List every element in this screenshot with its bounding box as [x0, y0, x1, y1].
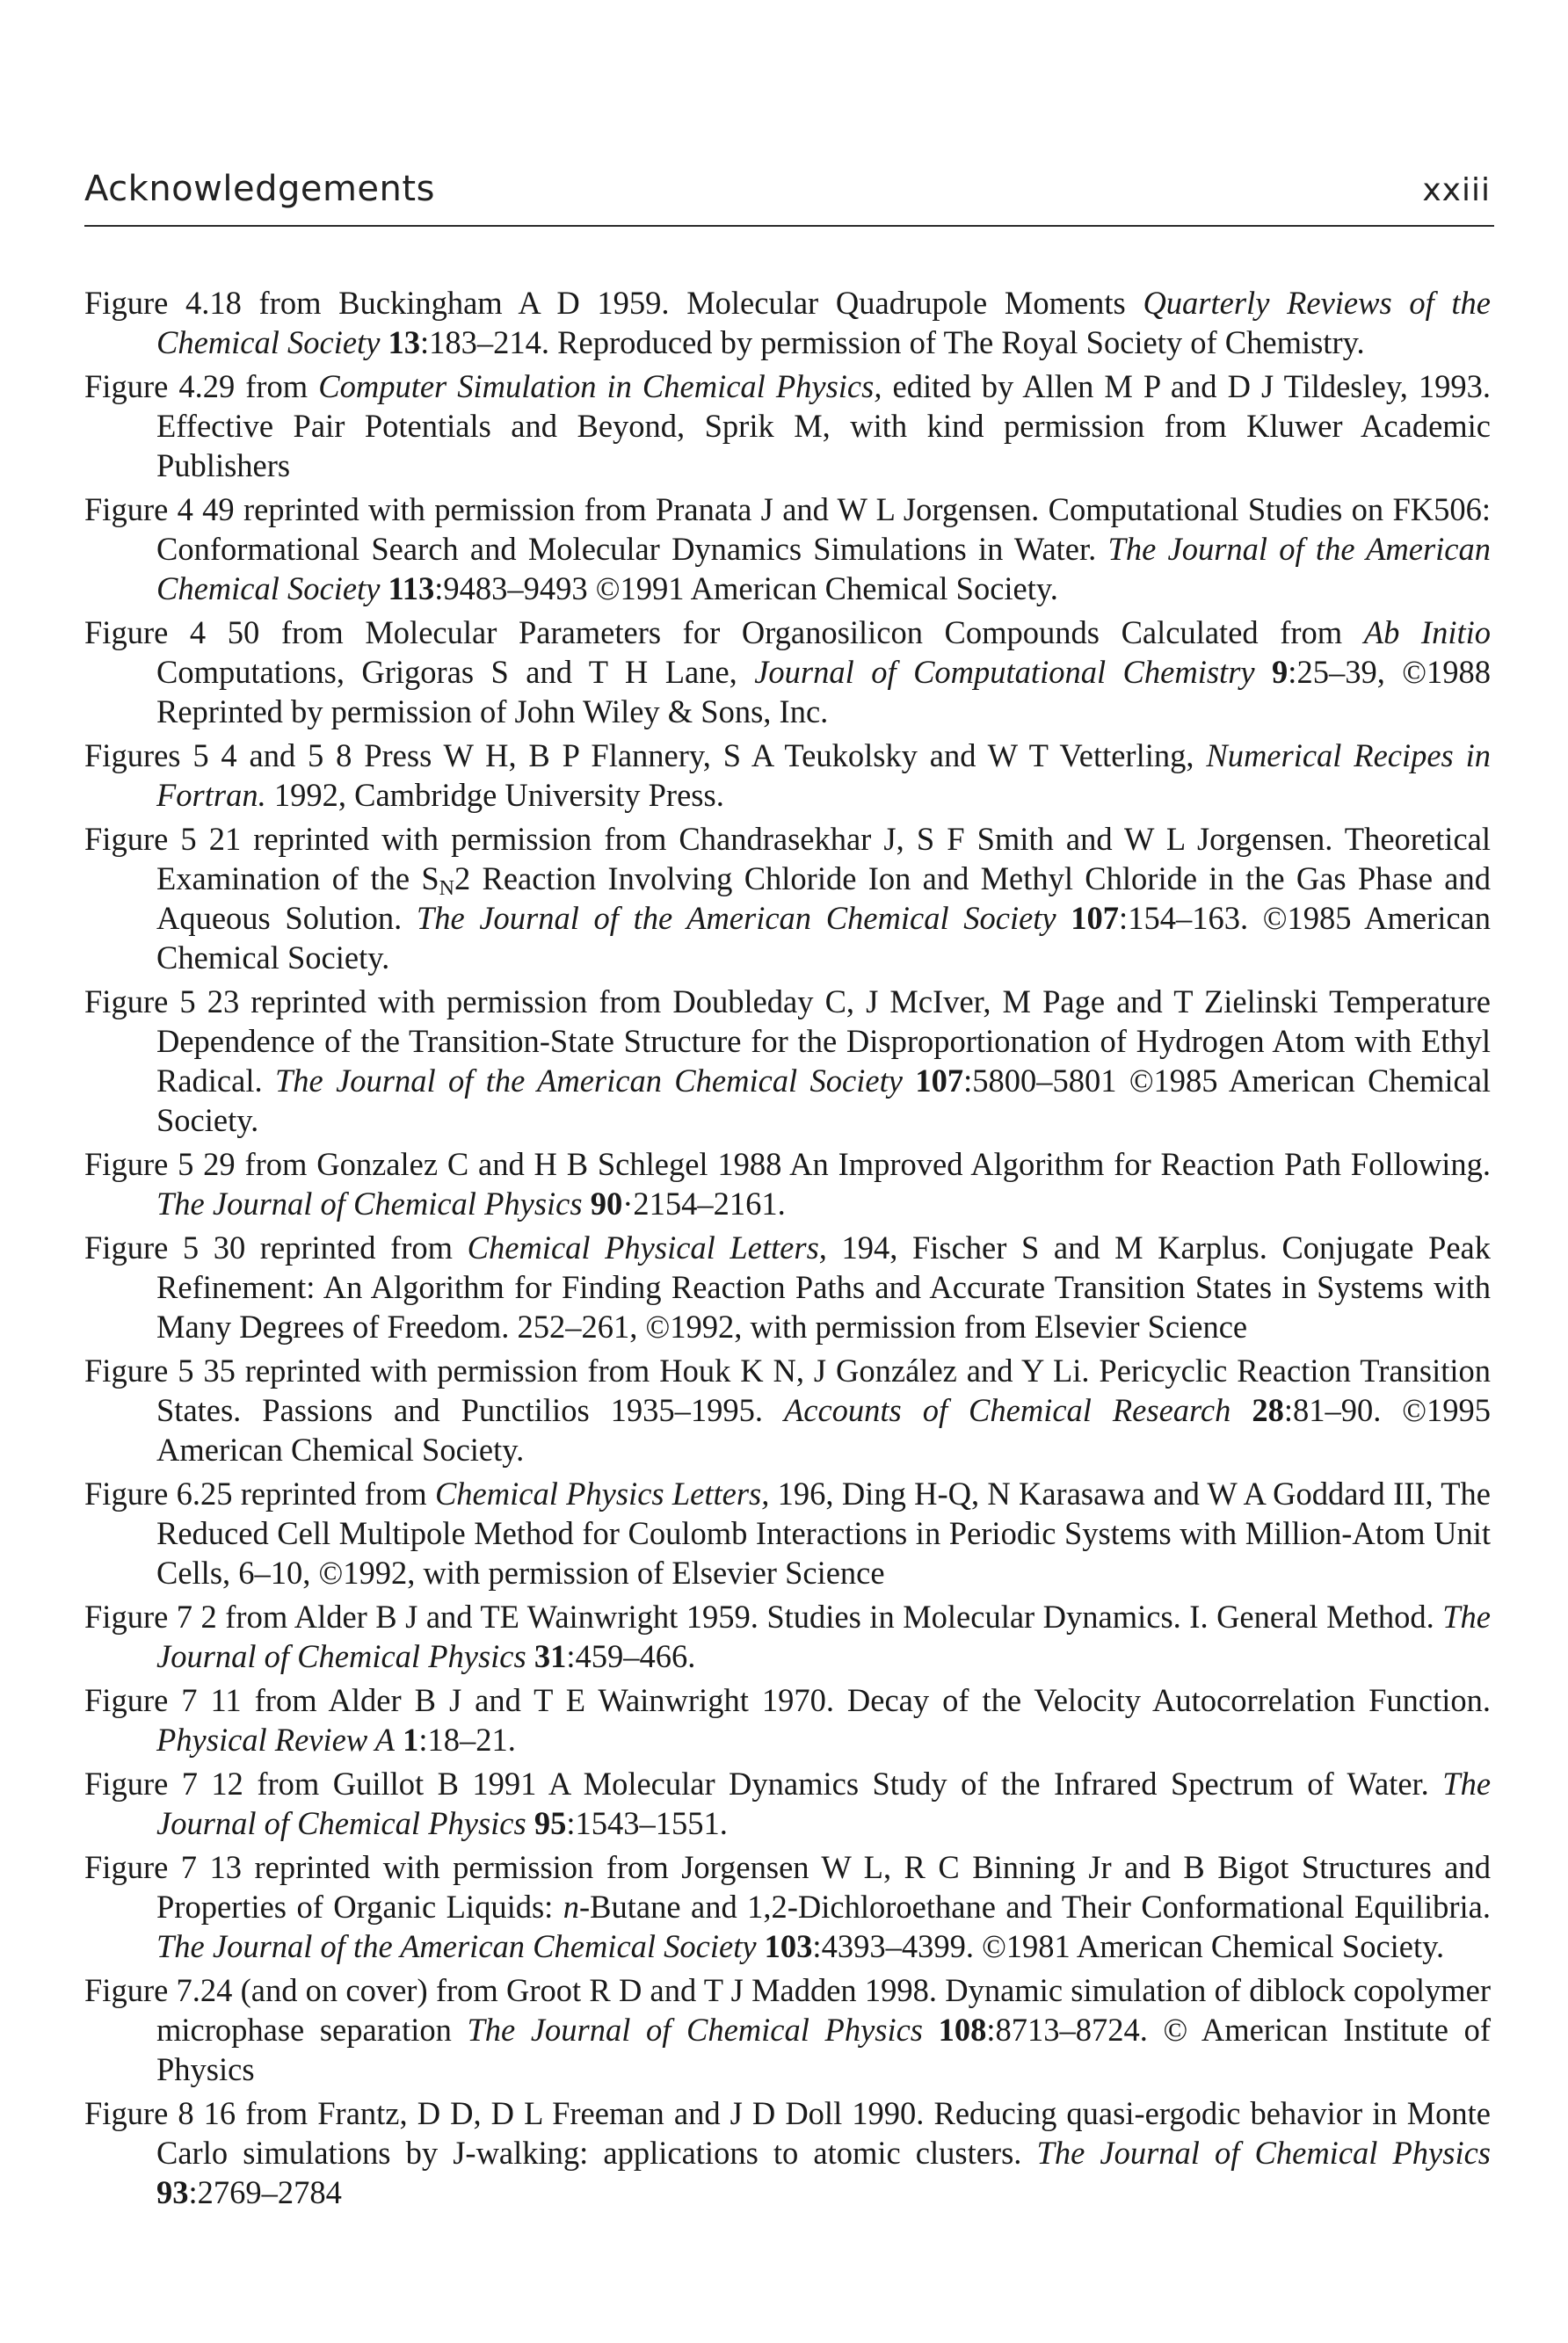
page-header: [84, 163, 1491, 225]
running-head: Acknowledgements: [84, 169, 435, 209]
ack-entry-fig-5-4-5-8: Figures 5 4 and 5 8 Press W H, B P Flannery, S A Teukolsky and W T Vetterling, Numerical Recipes in Fortran. 1992, Cambridge University Press.: [84, 737, 1491, 813]
ack-entry-fig-7-11: Figure 7 11 from Alder B J and T E Wainwright 1970. Decay of the Velocity Autocorrelation Function. Physical Review A 1:18–21.: [84, 1682, 1491, 1758]
ack-entry-fig-7-24: Figure 7.24 (and on cover) from Groot R D and T J Madden 1998. Dynamic simulation of diblock copolymer microphase separation The Journal of Chemical Physics 108:8713–8724. © American Institute of Physics: [84, 1972, 1492, 2087]
acknowledgements-list: [84, 283, 1491, 2216]
ack-entry-fig-6-25: Figure 6.25 reprinted from Chemical Physics Letters, 196, Ding H-Q, N Karasawa and W A Goddard III, The Reduced Cell Multipole Method for Coulomb Interactions in Periodic Systems with Million-Atom Unit Cells, 6–10, ©1992, with permission of Elsevier Science: [84, 1476, 1492, 1591]
ack-entry-fig-5-35: Figure 5 35 reprinted with permission from Houk K N, J González and Y Li. Pericyclic Reaction Transition States. Passions and Punctilios 1935–1995. Accounts of Chemical Research 28:81–90. ©1995 American Chemical Society.: [84, 1353, 1492, 1468]
ack-entry-fig-5-29: Figure 5 29 from Gonzalez C and H B Schlegel 1988 An Improved Algorithm for Reaction Path Following. The Journal of Chemical Physics 90·2154–2161.: [84, 1146, 1491, 1222]
ack-entry-fig-4-50: Figure 4 50 from Molecular Parameters for Organosilicon Compounds Calculated from Ab Initio Computations, Grigoras S and T H Lane, Journal of Computational Chemistry 9:25–39, ©1988 Reprinted by permission of John Wiley & Sons, Inc.: [84, 614, 1491, 729]
ack-entry-fig-5-30: Figure 5 30 reprinted from Chemical Physical Letters, 194, Fischer S and M Karplus. Conjugate Peak Refinement: An Algorithm for Finding Reaction Paths and Accurate Transition States in Systems with Many Degrees of Freedom. 252–261, ©1992, with permission from Elsevier Science: [84, 1230, 1492, 1345]
ack-entry-fig-7-12: Figure 7 12 from Guillot B 1991 A Molecular Dynamics Study of the Infrared Spectrum of Water. The Journal of Chemical Physics 95:1543–1551.: [84, 1766, 1492, 1841]
ack-entry-fig-5-23: Figure 5 23 reprinted with permission from Doubleday C, J McIver, M Page and T Zielinski Temperature Dependence of the Transition-State Structure for the Disproportionation of Hydrogen Atom with Ethyl Radical. The Journal of the American Chemical Society 107:5800–5801 ©1985 American Chemical Society.: [84, 983, 1492, 1138]
ack-entry-fig-7-13: Figure 7 13 reprinted with permission from Jorgensen W L, R C Binning Jr and B Bigot Structures and Properties of Organic Liquids: n-Butane and 1,2-Dichloroethane and Their Conformational Equilibria. The Journal of the American Chemical Society 103:4393–4399. ©1981 American Chemical Society.: [84, 1849, 1491, 1964]
ack-entry-fig-8-16: Figure 8 16 from Frantz, D D, D L Freeman and J D Doll 1990. Reducing quasi-ergodic behavior in Monte Carlo simulations by J-walking: applications to atomic clusters. The Journal of Chemical Physics 93:2769–2784: [84, 2095, 1492, 2210]
ack-entry-fig-4-49: Figure 4 49 reprinted with permission from Pranata J and W L Jorgensen. Computational Studies on FK506: Conformational Search and Molecular Dynamics Simulations in Water. The Journal of the American Chemical Society 113:9483–9493 ©1991 American Chemical Society.: [84, 491, 1492, 606]
ack-entry-fig-7-2: Figure 7 2 from Alder B J and TE Wainwright 1959. Studies in Molecular Dynamics. I. General Method. The Journal of Chemical Physics 31:459–466.: [84, 1599, 1491, 1674]
header-rule: [84, 225, 1494, 227]
ack-entry-fig-5-21: Figure 5 21 reprinted with permission from Chandrasekhar J, S F Smith and W L Jorgensen. Theoretical Examination of the $S_N2$ Reaction Involving Chloride Ion and Methyl Chloride in the Gas Phase and Aqueous Solution. The Journal of the American Chemical Society 107:154–163. ©1985 American Chemical Society.: [84, 821, 1491, 976]
ack-entry-fig-4-18: Figure 4.18 from Buckingham A D 1959. Molecular Quadrupole Moments Quarterly Reviews of the Chemical Society 13:183–214. Reproduced by permission of The Royal Society of Chemistry.: [84, 285, 1492, 360]
page-number: xxiii: [1422, 172, 1491, 208]
ack-entry-fig-4-29: Figure 4.29 from Computer Simulation in Chemical Physics, edited by Allen M P and D J Tildesley, 1993. Effective Pair Potentials and Beyond, Sprik M, with kind permission from Kluwer Academic Publishers: [84, 368, 1492, 483]
